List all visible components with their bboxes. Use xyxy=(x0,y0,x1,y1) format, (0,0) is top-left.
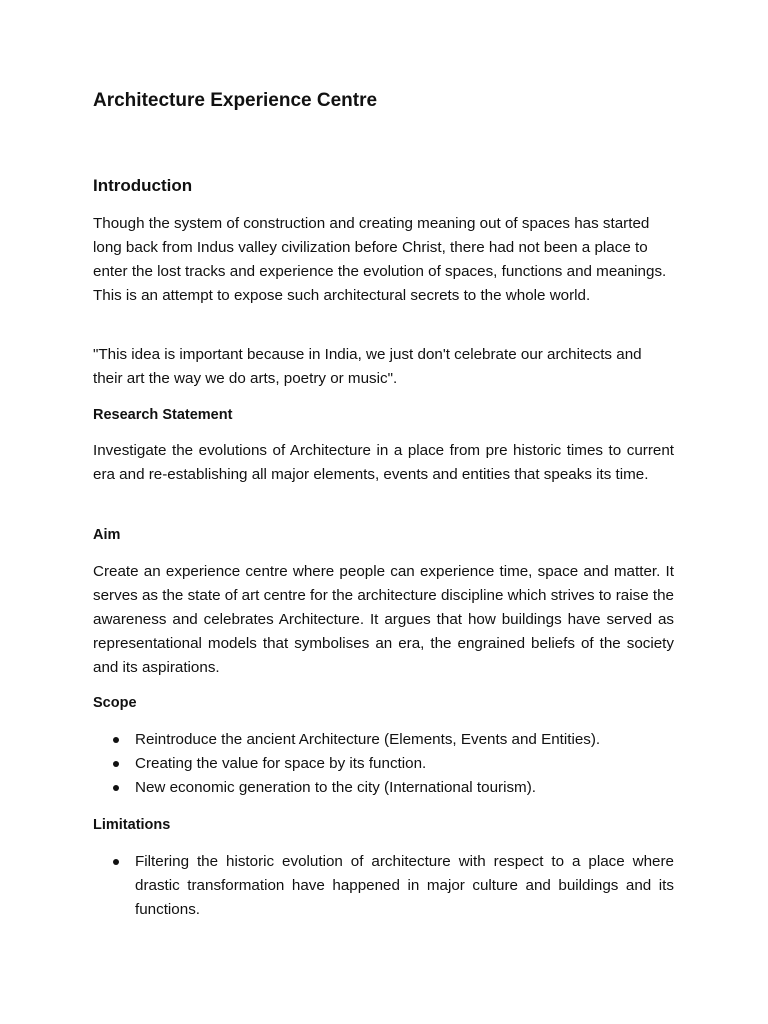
scope-heading: Scope xyxy=(93,695,137,711)
introduction-paragraph-2: "This idea is important because in India, we just don't celebrate our architects and their art the way we do arts, poetry or music". xyxy=(93,346,642,387)
scope-list xyxy=(93,728,674,800)
list-item xyxy=(93,776,674,800)
scope-item-text: New economic generation to the city (International tourism). xyxy=(135,779,536,796)
list-item xyxy=(93,728,674,752)
limitations-heading: Limitations xyxy=(93,817,171,833)
scope-item-text: Reintroduce the ancient Architecture (Elements, Events and Entities). xyxy=(135,731,601,748)
aim-heading: Aim xyxy=(93,527,121,543)
introduction-paragraph-1: Though the system of construction and creating meaning out of spaces has started long back from Indus valley civilization before Christ, there had not been a place to enter the lost tracks and experience the evolution of spaces, functions and meanings. This is an attempt to expose such architectural secrets to the whole world. xyxy=(93,215,667,304)
document-title: Architecture Experience Centre xyxy=(93,90,378,111)
research-statement-heading: Research Statement xyxy=(93,407,233,423)
limitations-list xyxy=(93,850,674,922)
list-item xyxy=(93,752,674,776)
bullet-icon xyxy=(113,859,119,865)
bullet-icon xyxy=(113,737,119,743)
limitations-item-text: Filtering the historic evolution of architecture with respect to a place where drastic transformation have happened in major culture and buildings and its functions. xyxy=(135,853,674,918)
bullet-icon xyxy=(113,785,119,791)
bullet-icon xyxy=(113,761,119,767)
research-statement-paragraph: Investigate the evolutions of Architecture in a place from pre historic times to current era and re-establishing all major elements, events and entities that speaks its time. xyxy=(93,442,674,483)
scope-item-text: Creating the value for space by its function. xyxy=(135,755,427,772)
introduction-heading: Introduction xyxy=(93,176,193,195)
aim-paragraph: Create an experience centre where people can experience time, space and matter. It serves as the state of art centre for the architecture discipline which strives to raise the awareness and celebrates Architecture. It argues that how buildings have served as representational models that symbolises an era, the engrained beliefs of the society and its aspirations. xyxy=(93,563,674,676)
list-item xyxy=(93,850,674,922)
